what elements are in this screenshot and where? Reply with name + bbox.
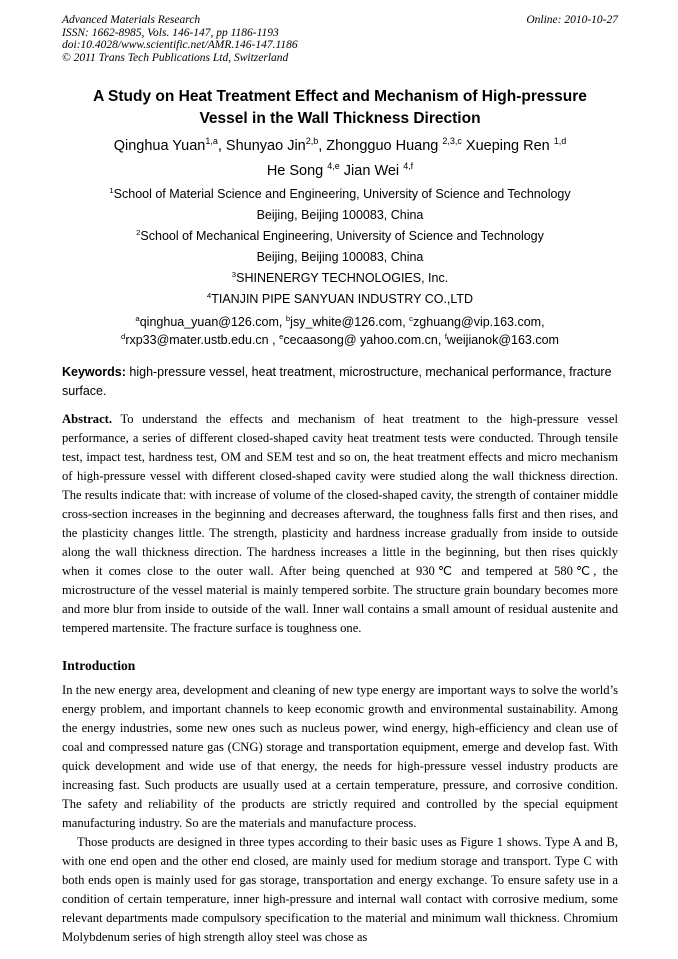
affiliation-3 (62, 268, 618, 289)
email-address: rxp33@mater.ustb.edu.cn , (125, 332, 280, 347)
author-superscript: 4,e (327, 161, 340, 172)
publication-header (62, 14, 618, 64)
email-address: zghuang@vip.163.com, (413, 315, 545, 329)
author-name: , Zhongguo Huang (318, 138, 443, 154)
email-address: jsy_white@126.com, (290, 315, 410, 329)
author-block (62, 134, 618, 184)
affiliation-superscript: 2 (136, 227, 141, 237)
author-superscript: 2,3,c (442, 136, 462, 147)
doi-line: doi:10.4028/www.scientific.net/AMR.146-147.1186 (62, 39, 298, 51)
intro-paragraph-2: Those products are designed in three types according to their basic uses as Figure 1 shows. Type A and B, with one end open and the other end closed, are mainly used for medium storage and transport. Type C with both ends open is mainly used for gas storage, transportation and energy exchange. To ensure safety use in a condition of certain temperature, inner high-pressure and internal wall contact with corrosive medium, some relevant departments made compulsory specification to the material and minimum wall thickness. Chromium Molybdenum series of high strength alloy steel was chose as (62, 835, 618, 944)
affiliation-1 (62, 184, 618, 205)
author-superscript: 1,d (553, 136, 567, 147)
email-line-1 (62, 314, 618, 332)
email-superscript: a (135, 313, 140, 323)
affiliation-1-city: Beijing, Beijing 100083, China (256, 208, 424, 222)
email-superscript: d (121, 331, 126, 341)
affiliation-superscript: 4 (206, 290, 212, 300)
copyright-line: © 2011 Trans Tech Publications Ltd, Switzerland (62, 51, 289, 64)
keywords-label: Keywords: (62, 365, 130, 379)
author-name: , Shunyao Jin (217, 138, 306, 154)
email-address: qinghua_yuan@126.com, (139, 315, 286, 329)
section-heading-introduction: Introduction (62, 658, 136, 673)
abstract-label: Abstract. (62, 412, 121, 426)
email-superscript: f (444, 331, 447, 341)
abstract-text: To understand the effects and mechanism of heat treatment to the high-pressure vessel performance, a series of different closed-shaped cavity heat treatment tests were conducted. Through tensile test, impact test, hardness test, OM and SEM test and so on, the heat treatment effects and micro mechanism of high-pressure vessel with different closed-shaped cavity were studied along the wall thickness direction. The results indicate that: with increase of volume of the closed-shaped cavity, the strength of container middle cross-section increases in the beginning and decreases afterward, the toughness falls first and then rises, and the plasticity changes little. The strength, plasticity and hardness increase gradually from inside to outside along the wall thickness direction. The hardness increases a little in the beginning, but then rises quickly when it comes close to the outer wall. After being quenched at 930℃ and tempered at 580℃, the microstructure of the vessel material is mainly tempered sorbite. The structure grain boundary becomes more and more blur from inside to outside of the wall. Inner wall contains a small amount of residual austenite and tempered martensite. The fracture surface is toughness one. (62, 412, 618, 635)
author-line-1 (62, 134, 618, 159)
author-name: Jian Wei (339, 163, 404, 179)
email-superscript: c (409, 313, 414, 323)
affiliation-4 (62, 289, 618, 310)
affiliation-block (62, 184, 618, 310)
email-superscript: b (285, 313, 291, 323)
author-superscript: 1,a (205, 136, 218, 147)
keywords-text: high-pressure vessel, heat treatment, microstructure, mechanical performance, fracture surface. (62, 365, 612, 398)
abstract-paragraph (62, 410, 618, 638)
email-address: cecaasong@ yahoo.com.cn, (283, 332, 445, 347)
paper-title: A Study on Heat Treatment Effect and Mechanism of High-pressure Vessel in the Wall Thickness Direction (93, 88, 587, 127)
author-superscript: 4,f (403, 161, 414, 172)
journal-name: Advanced Materials Research (62, 14, 201, 26)
issn-line: ISSN: 1662-8985, Vols. 146-147, pp 1186-1193 (62, 26, 279, 39)
affiliation-2 (62, 226, 618, 247)
intro-paragraph-1: In the new energy area, development and cleaning of new type energy are important ways to solve the world’s energy problem, and important channels to keep economic growth and environmental sustainability. Among the energy industries, some new ones such as nucleus power, wind energy, high-efficiency and clean use of coal and compressed nature gas (CNG) storage and transportation equipment, emerge and develop fast. With quick development and wide use of that energy, the needs for high-pressure vessel industry products are increasing fast. Such products are usually used at a certain temperature, pressure, and corrosive condition. The safety and reliability of the products are strictly required and controlled by the special equipment manufacturing industry. So are the materials and manufacture process. (62, 683, 618, 830)
affiliation-text: School of Mechanical Engineering, University of Science and Technology (140, 229, 544, 243)
affiliation-superscript: 1 (109, 185, 114, 195)
online-date: Online: 2010-10-27 (526, 14, 618, 26)
author-name: He Song (266, 163, 328, 179)
email-block (62, 314, 618, 349)
author-name: Xueping Ren (461, 138, 554, 154)
affiliation-text: TIANJIN PIPE SANYUAN INDUSTRY CO.,LTD (211, 292, 474, 306)
keywords-line (62, 363, 618, 400)
author-name: Qinghua Yuan (113, 138, 206, 154)
author-superscript: 2,b (305, 136, 319, 147)
email-address: weijianok@163.com (446, 332, 559, 347)
affiliation-superscript: 3 (231, 269, 237, 279)
author-line-2 (62, 159, 618, 184)
email-line-2 (62, 332, 618, 350)
affiliation-text: SHINENERGY TECHNOLOGIES, Inc. (236, 271, 449, 285)
affiliation-text: School of Material Science and Engineering, University of Science and Technology (113, 187, 571, 201)
affiliation-2-city: Beijing, Beijing 100083, China (256, 250, 424, 264)
publisher-info (62, 14, 298, 64)
email-superscript: e (279, 331, 284, 341)
